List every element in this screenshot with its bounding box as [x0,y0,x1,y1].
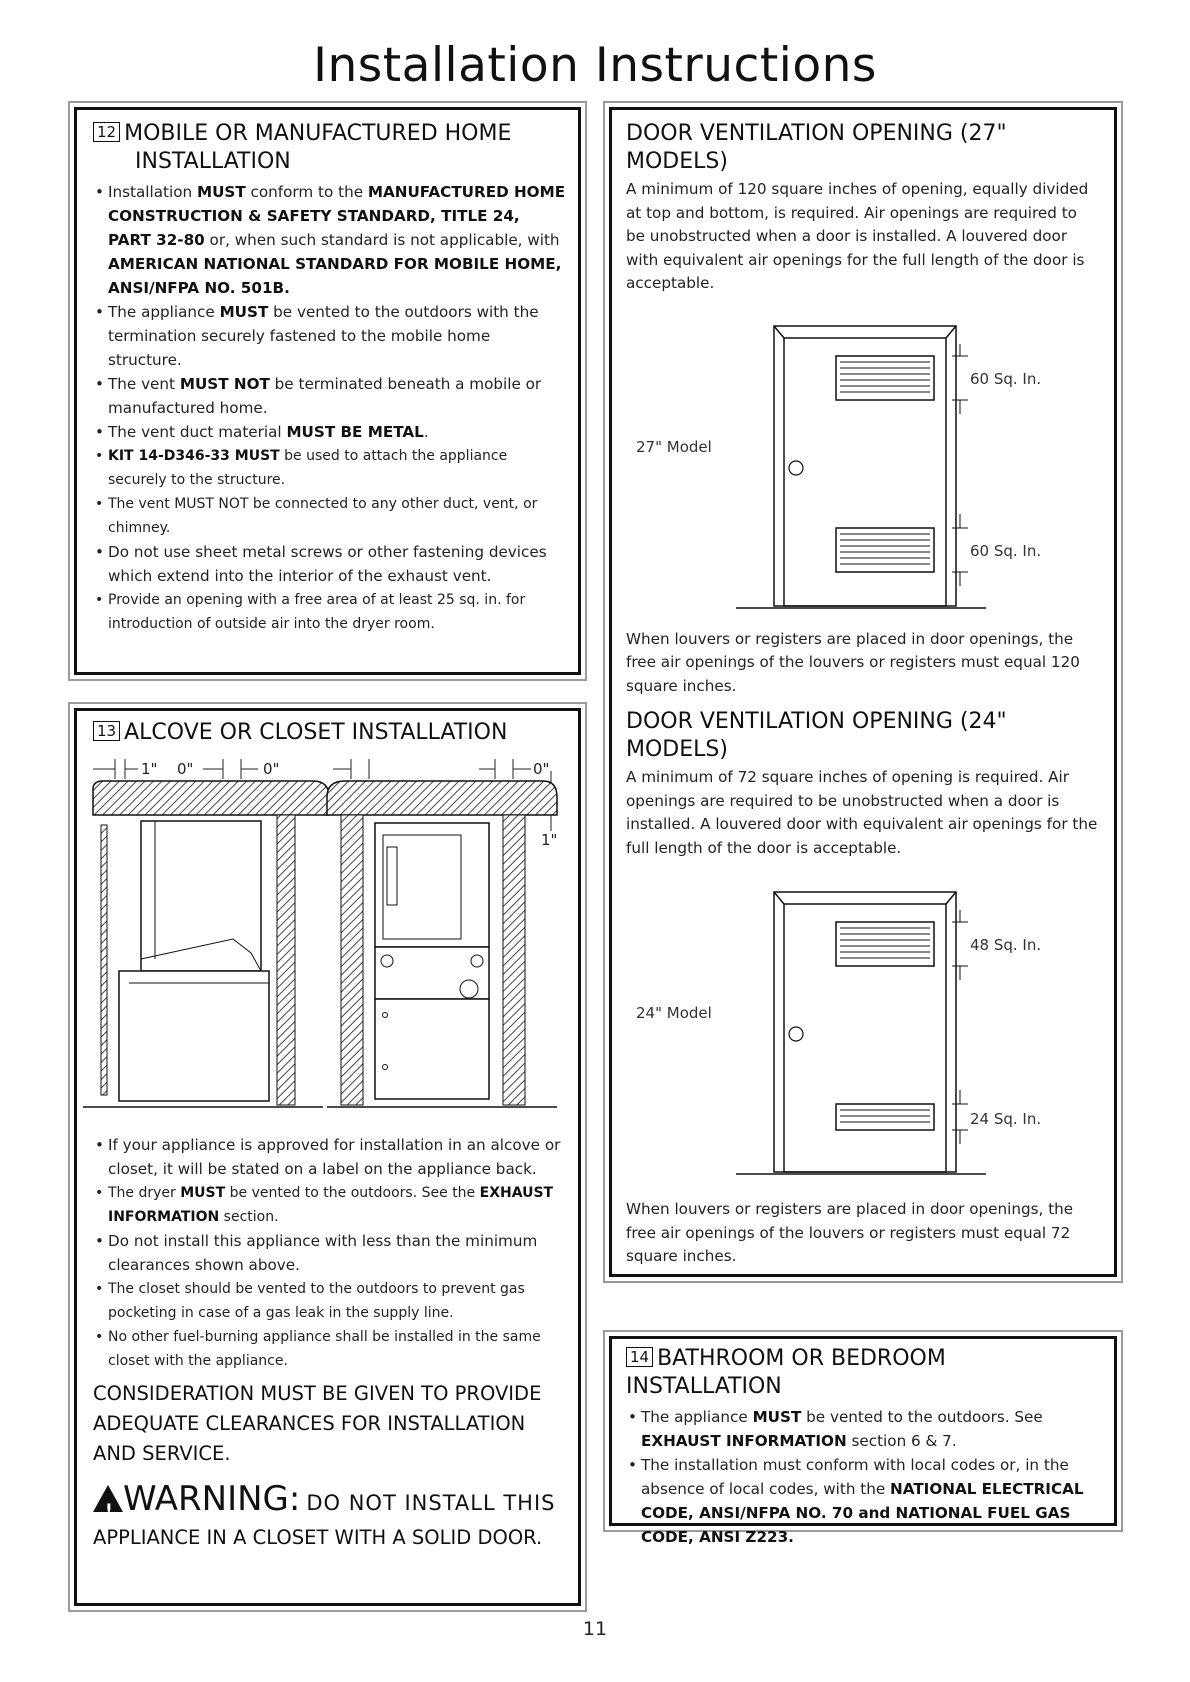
warning-icon: ! [93,1485,123,1512]
list-item: • Provide an opening with a free area of at least 25 sq. in. for introduction of outside air into the dryer room. [93,588,566,636]
alcove-section [74,708,581,1606]
section-number: 14 [626,1347,653,1367]
bathroom-heading: 14 BATHROOM OR BEDROOM INSTALLATION [626,1346,946,1399]
warning-text: DO NOT INSTALL THIS [306,1491,556,1515]
list-item: • Do not use sheet metal screws or other fastening devices which extend into the interior of the exhaust vent. [93,540,566,588]
warning-word: WARNING: [123,1479,301,1519]
list-item: • The vent duct material MUST BE METAL. [93,420,566,444]
list-item: • The installation must conform with local codes or, in the absence of local codes, with the NATIONAL ELECTRICAL CODE, ANSI/NFPA NO. 70 and NATIONAL FUEL GAS CODE, ANSI Z223. [626,1453,1102,1549]
door24-heading: DOOR VENTILATION OPENING (24" MODELS) [626,709,1007,762]
door24-bottom-area: 24 Sq. In. [970,1110,1042,1128]
door24-top-area: 48 Sq. In. [970,936,1042,954]
list-item: • The dryer MUST be vented to the outdoors. See the EXHAUST INFORMATION section. [93,1181,566,1229]
door27-model-label: 27" Model [636,437,712,456]
page-number: 11 [582,1618,608,1640]
alcove-list [93,1133,566,1373]
dim-right: 0" [533,760,550,778]
door27-note: When louvers or registers are placed in door openings, the free air openings of the louvers or registers must equal 120 square inches. [626,629,1080,695]
door24-body: A minimum of 72 square inches of opening is required. Air openings are required to be unobstructed when a door is installed. A louvered door with equivalent air openings for the full length of the door is acceptable. [626,768,1098,857]
list-item: • The vent MUST NOT be terminated beneath a mobile or manufactured home. [93,372,566,420]
page-title: Installation Instructions [313,38,877,93]
list-item: • The vent MUST NOT be connected to any other duct, vent, or chimney. [93,492,566,540]
clearance-note: CONSIDERATION MUST BE GIVEN TO PROVIDE ADEQUATE CLEARANCES FOR INSTALLATION AND SERVICE. [93,1382,542,1465]
dim-left: 1" [141,760,158,778]
alcove-diagram [83,749,561,1129]
warning-line2: APPLIANCE IN A CLOSET WITH A SOLID DOOR. [93,1526,543,1549]
list-item: • If your appliance is approved for installation in an alcove or closet, it will be stated on a label on the appliance back. [93,1133,566,1181]
door-ventilation-section [609,107,1117,1277]
door27-diagram [626,302,1104,622]
mobile-home-heading: 12 MOBILE OR MANUFACTURED HOME [93,120,566,148]
list-item: • The appliance MUST be vented to the outdoors. See EXHAUST INFORMATION section 6 & 7. [626,1405,1102,1453]
list-item: • The closet should be vented to the outdoors to prevent gas pocketing in case of a gas leak in the supply line. [93,1277,566,1325]
bathroom-section [609,1336,1117,1546]
warning [93,1479,566,1523]
list-item: • The appliance MUST be vented to the outdoors with the termination securely fastened to the mobile home structure. [93,300,566,372]
list-item: • Do not install this appliance with less than the minimum clearances shown above. [93,1229,566,1277]
door24-diagram [626,868,1104,1188]
dim-mid2: 0" [263,760,280,778]
dim-top: 1" [541,831,558,849]
door27-bottom-area: 60 Sq. In. [970,541,1042,560]
door24-note: When louvers or registers are placed in door openings, the free air openings of the louvers or registers must equal 72 square inches. [626,1200,1074,1265]
door27-heading: DOOR VENTILATION OPENING (27" MODELS) [626,121,1007,174]
section-number: 13 [93,721,120,741]
list-item: • KIT 14-D346-33 MUST be used to attach the appliance securely to the structure. [93,444,566,492]
alcove-heading: 13 ALCOVE OR CLOSET INSTALLATION [93,719,566,747]
door27-body: A minimum of 120 square inches of opening, equally divided at top and bottom, is required. Air openings are required to be unobstructed when a door is installed. A louvered door with equivalent air openings for the full length of the door is acceptable. [626,180,1089,292]
door27-top-area: 60 Sq. In. [970,369,1042,388]
section-number: 12 [93,122,120,142]
bathroom-list [626,1405,1102,1549]
list-item: • No other fuel-burning appliance shall be installed in the same closet with the appliance. [93,1325,566,1373]
list-item: • Installation MUST conform to the MANUFACTURED HOME CONSTRUCTION & SAFETY STANDARD, TITLE 24, PART 32-80 or, when such standard is not applicable, with AMERICAN NATIONAL STANDARD FOR MOBILE HOME, ANSI/NFPA NO. 501B. [93,180,566,300]
mobile-home-list [93,180,566,636]
mobile-home-section [74,107,581,675]
dim-mid1: 0" [177,760,194,778]
mobile-home-heading-line2: INSTALLATION [135,149,291,174]
door24-model-label: 24" Model [636,1004,712,1022]
